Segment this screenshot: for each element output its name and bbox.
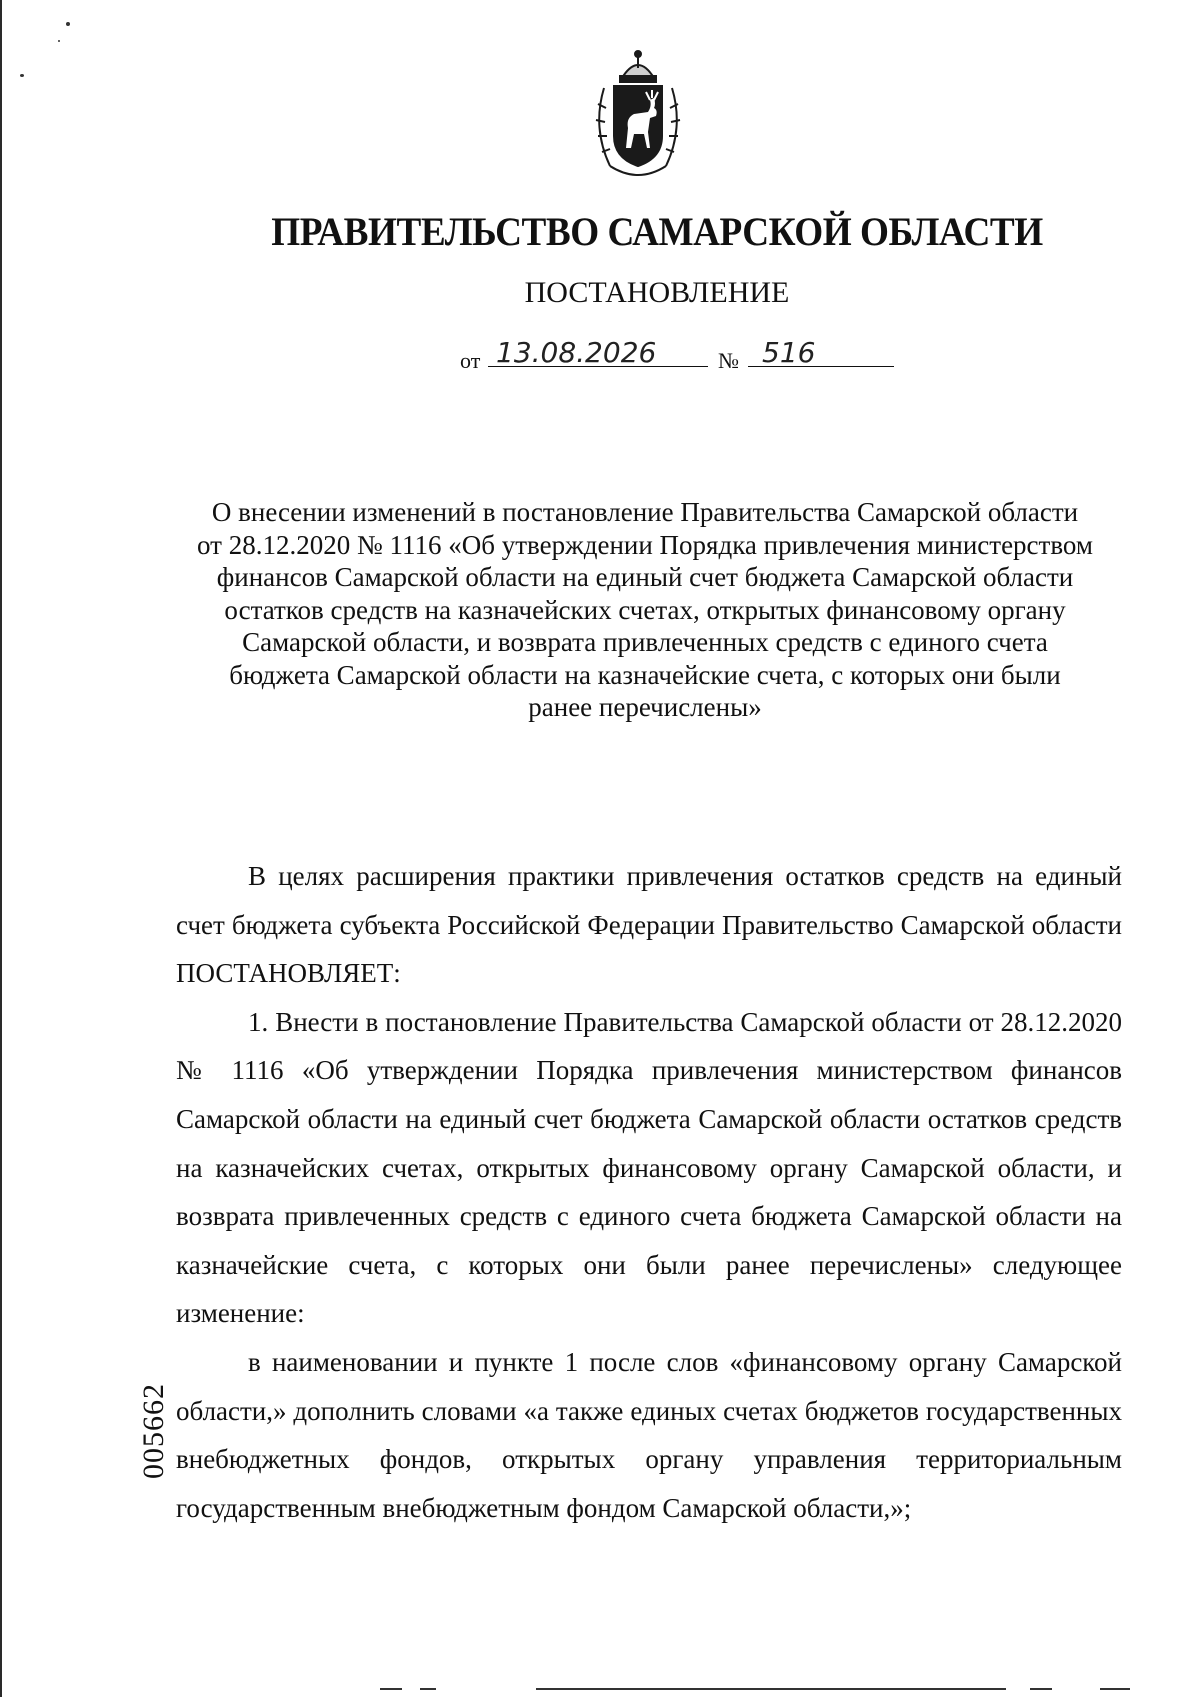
scan-bottom-line: [1100, 1688, 1130, 1690]
number-value: 516: [762, 336, 816, 369]
subject-line: Самарской области, и возврата привлеченных средств с единого счета: [242, 627, 1048, 657]
scan-speck: [66, 22, 70, 26]
scan-speck: [20, 74, 24, 77]
date-value: 13.08.2026: [496, 336, 657, 369]
government-name-text: ПРАВИТЕЛЬСТВО САМАРСКОЙ ОБЛАСТИ: [271, 209, 1043, 254]
number-prefix: №: [718, 348, 739, 373]
amendment-paragraph: в наименовании и пункте 1 после слов «финансовому органу Самарской области,» дополнить словами «а также единых счетах бюджетов государственных внебюджетных фондов, открытых органу управления территориальным государственным внебюджетным фондом Самарской области,»;: [176, 1346, 1122, 1523]
scan-left-edge: [0, 0, 2, 1697]
subject-line: от 28.12.2020 № 1116 «Об утверждении Порядка привлечения министерством: [197, 529, 1093, 560]
scan-bottom-line: [1030, 1688, 1052, 1690]
subject-line: финансов Самарской области на единый счет бюджета Самарской области: [216, 562, 1074, 592]
scan-bottom-line: [380, 1688, 402, 1690]
government-name: [46, 208, 1162, 255]
document-subject: [170, 496, 1120, 724]
document-body: [176, 852, 1122, 1532]
subject-line: остатков средств на казначейских счетах, открытых финансовому органу: [224, 594, 1066, 625]
subject-line: бюджета Самарской области на казначейские счета, с которых они были: [229, 659, 1061, 690]
item-1-paragraph: 1. Внести в постановление Правительства Самарской области от 28.12.2020 № 1116 «Об утверждении Порядка привлечения министерством финансов Самарской области на единый счет бюджета Самарской области остатков средств на казначейских счетах, открытых финансовому органу Самарской области, и возврата привлеченных средств с единого счета бюджета Самарской области на казначейские счета, с которых они были ранее перечислены» следующее изменение:: [176, 1006, 1122, 1329]
date-prefix: от: [460, 348, 481, 373]
coat-of-arms-emblem: [590, 48, 686, 184]
crown-icon: [620, 51, 656, 82]
scan-speck: [58, 40, 60, 42]
scan-bottom-line: [536, 1688, 1006, 1690]
document-type: ПОСТАНОВЛЕНИЕ: [524, 276, 790, 309]
scan-bottom-line: [420, 1688, 436, 1690]
subject-line: ранее перечислены»: [528, 692, 762, 722]
subject-line: О внесении изменений в постановление Правительства Самарской области: [211, 497, 1079, 527]
margin-serial-number: 005662: [137, 1383, 170, 1479]
preamble-paragraph: В целях расширения практики привлечения остатков средств на единый счет бюджета субъекта Российской Федерации Правительство Самарской области ПОСТАНОВЛЯЕТ:: [176, 861, 1122, 989]
